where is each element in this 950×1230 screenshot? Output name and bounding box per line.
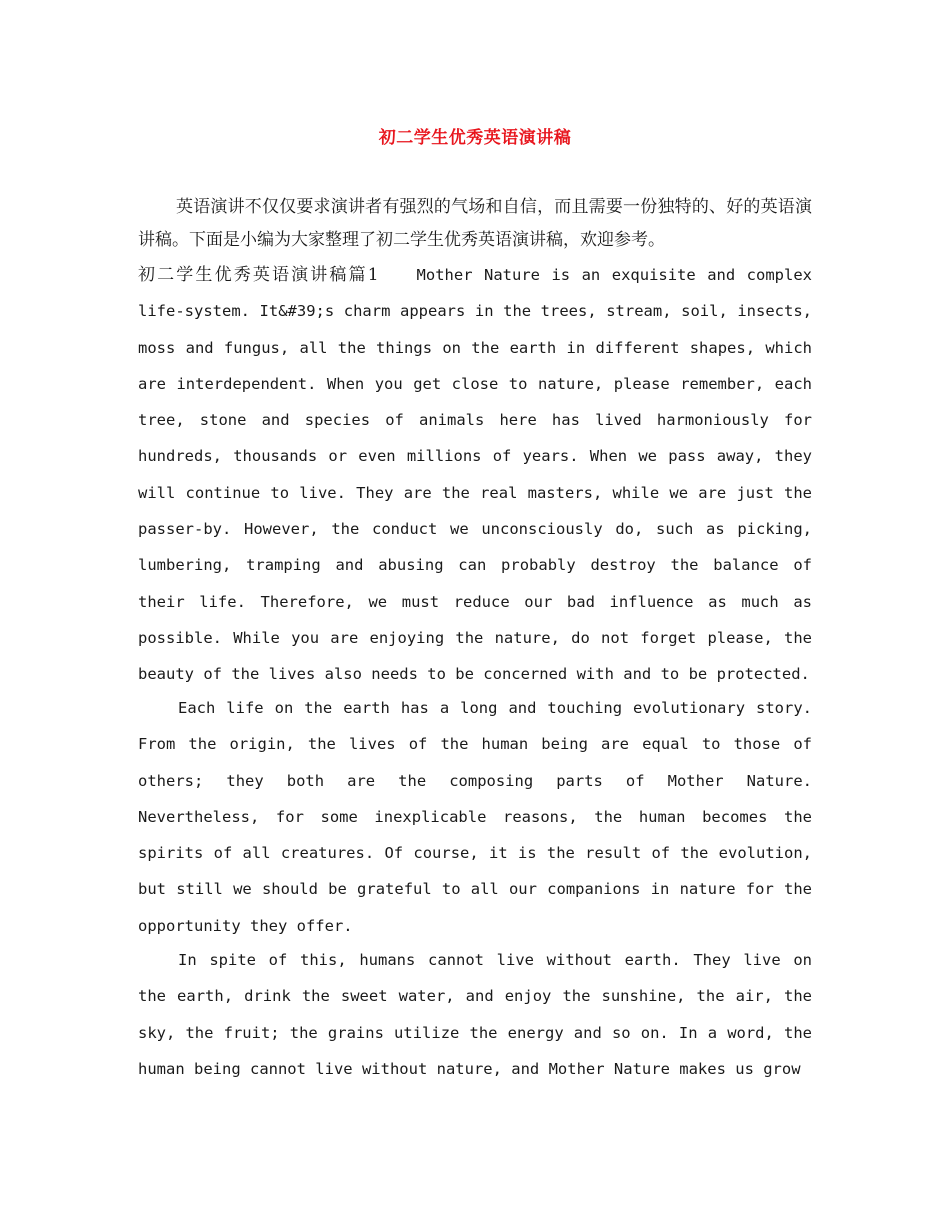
- body-paragraph-3: In spite of this, humans cannot live without earth. They live on the earth, drink the sweet water, and enjoy the sunshine, the air, the sky, the fruit; the grains utilize the energy and so on. In a word, the human being cannot live without nature, and Mother Nature makes us grow: [138, 951, 812, 1078]
- body-paragraph-1: [138, 257, 812, 693]
- document-title: 初二学生优秀英语演讲稿: [378, 128, 572, 148]
- section-heading: 初二学生优秀英语演讲稿篇1: [138, 265, 379, 285]
- paragraph-1-text: Mother Nature is an exquisite and complex life-system. It&#39;s charm appears in the trees, stream, soil, insects, moss and fungus, all the things on the earth in different shapes, which are interdependent. When you get close to nature, please remember, each tree, stone and species of animals here has lived harmoniously for hundreds, thousands or even millions of years. When we pass away, they will continue to live. They are the real masters, while we are just the passer-by. However, the conduct we unconsciously do, such as picking, lumbering, tramping and abusing can probably destroy the balance of their life. Therefore, we must reduce our bad influence as much as possible. While you are enjoying the nature, do not forget please, the beauty of the lives also needs to be concerned with and to be protected.: [138, 266, 812, 684]
- intro-paragraph: 英语演讲不仅仅要求演讲者有强烈的气场和自信，而且需要一份独特的、好的英语演讲稿。下面是小编为大家整理了初二学生优秀英语演讲稿，欢迎参考。: [138, 197, 812, 250]
- body-paragraph-2: Each life on the earth has a long and touching evolutionary story. From the origin, the lives of the human being are equal to those of others; they both are the composing parts of Mother Nature. Nevertheless, for some inexplicable reasons, the human becomes the spirits of all creatures. Of course, it is the result of the evolution, but still we should be grateful to all our companions in nature for the opportunity they offer.: [138, 699, 812, 935]
